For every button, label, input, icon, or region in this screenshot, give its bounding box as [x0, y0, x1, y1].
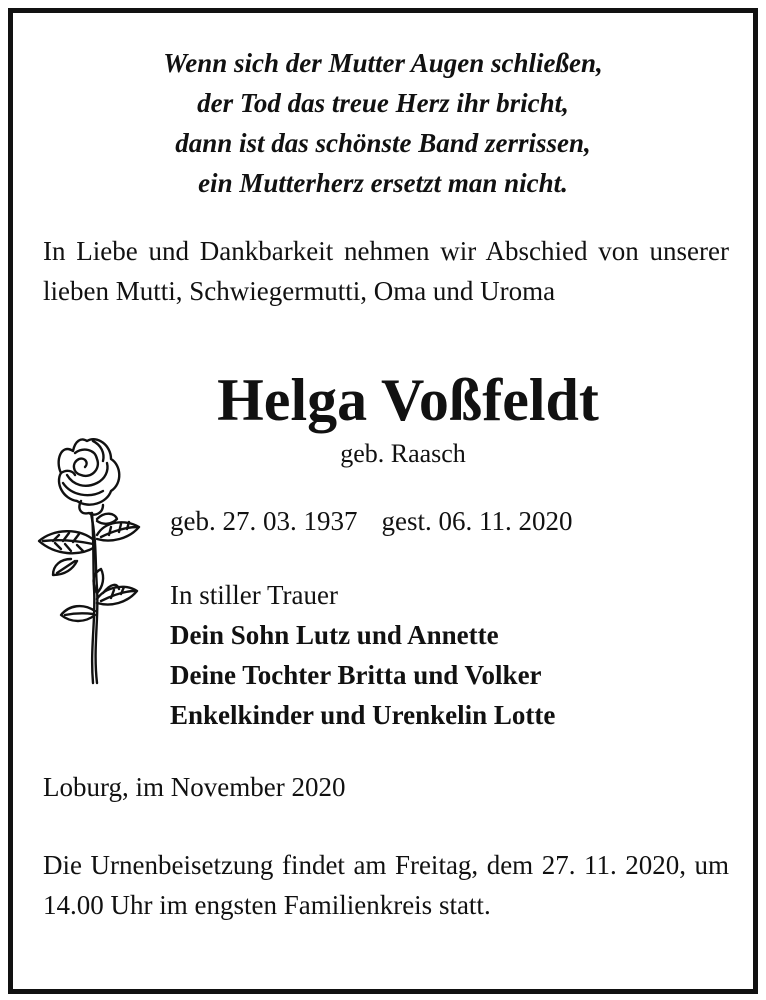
- maiden-name: geb. Raasch: [340, 439, 466, 468]
- mourner-line: Enkelkinder und Urenkelin Lotte: [170, 700, 556, 730]
- funeral-note: Die Urnenbeisetzung findet am Freitag, dem 27. 11. 2020, um 14.00 Uhr im engsten Familienkreis statt.: [43, 850, 729, 920]
- intro-text: In Liebe und Dankbarkeit nehmen wir Abschied von unserer lieben Mutti, Schwiegermutti, Oma und Uroma: [43, 236, 729, 306]
- poem: [13, 43, 753, 203]
- poem-line: dann ist das schönste Band zerrissen,: [175, 128, 591, 158]
- poem-line: Wenn sich der Mutter Augen schließen,: [163, 48, 603, 78]
- poem-line: ein Mutterherz ersetzt man nicht.: [198, 168, 568, 198]
- death-date: gest. 06. 11. 2020: [381, 506, 573, 536]
- mourners-block: [170, 575, 555, 735]
- poem-line: der Tod das treue Herz ihr bricht,: [197, 88, 569, 118]
- life-dates: [170, 503, 572, 539]
- obituary-frame: [8, 8, 758, 994]
- birth-date: geb. 27. 03. 1937: [170, 506, 358, 536]
- mourners-heading: In stiller Trauer: [170, 580, 338, 610]
- rose-icon: [31, 423, 163, 688]
- mourner-line: Dein Sohn Lutz und Annette: [170, 620, 499, 650]
- deceased-name: Helga Voßfeldt: [217, 367, 599, 433]
- mourner-line: Deine Tochter Britta und Volker: [170, 660, 542, 690]
- place-date: Loburg, im November 2020: [43, 772, 346, 802]
